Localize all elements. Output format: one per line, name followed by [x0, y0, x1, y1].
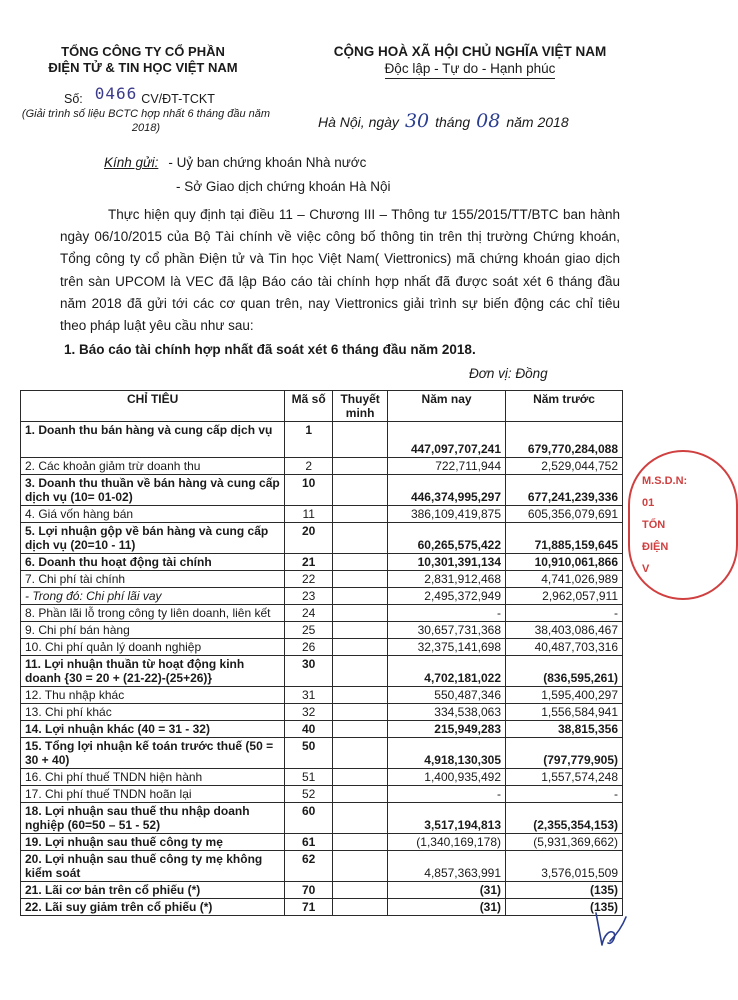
- row-label: 14. Lợi nhuận khác (40 = 31 - 32): [21, 721, 285, 738]
- org-name-line2: ĐIỆN TỬ & TIN HỌC VIỆT NAM: [48, 60, 238, 75]
- row-note: [333, 422, 388, 458]
- organization-header: [18, 44, 268, 76]
- row-current-value: 32,375,141,698: [388, 639, 506, 656]
- table-row: [21, 639, 623, 656]
- row-previous-value: (135): [506, 899, 623, 916]
- header-note: Thuyết minh: [333, 391, 388, 422]
- row-current-value: 386,109,419,875: [388, 506, 506, 523]
- row-current-value: 334,538,063: [388, 704, 506, 721]
- row-code: 2: [285, 458, 333, 475]
- table-row: [21, 704, 623, 721]
- recipient-item: - Uỷ ban chứng khoán Nhà nước: [168, 155, 367, 170]
- header-previous-year: Năm trước: [506, 391, 623, 422]
- doc-number-stamped: 0466: [94, 84, 138, 103]
- motto-underline: [385, 78, 555, 79]
- table-row: [21, 422, 623, 458]
- table-row: [21, 656, 623, 687]
- row-label: 22. Lãi suy giảm trên cổ phiếu (*): [21, 899, 285, 916]
- seal-text-line: V: [642, 563, 650, 575]
- row-note: [333, 588, 388, 605]
- row-previous-value: (2,355,354,153): [506, 803, 623, 834]
- row-note: [333, 605, 388, 622]
- row-label: 7. Chi phí tài chính: [21, 571, 285, 588]
- row-label: 11. Lợi nhuận thuần từ hoạt động kinh doanh {30 = 20 + (21-22)-(25+26)}: [21, 656, 285, 687]
- row-note: [333, 882, 388, 899]
- row-note: [333, 851, 388, 882]
- row-code: 30: [285, 656, 333, 687]
- header-code: Mã số: [285, 391, 333, 422]
- row-code: 26: [285, 639, 333, 656]
- row-note: [333, 656, 388, 687]
- row-label: 18. Lợi nhuận sau thuế thu nhập doanh nghiệp (60=50 – 51 - 52): [21, 803, 285, 834]
- row-note: [333, 639, 388, 656]
- table-row: [21, 588, 623, 605]
- row-current-value: 722,711,944: [388, 458, 506, 475]
- table-row: [21, 523, 623, 554]
- row-previous-value: -: [506, 605, 623, 622]
- row-note: [333, 769, 388, 786]
- row-current-value: 2,495,372,949: [388, 588, 506, 605]
- row-code: 1: [285, 422, 333, 458]
- row-current-value: (31): [388, 882, 506, 899]
- row-code: 61: [285, 834, 333, 851]
- row-current-value: (1,340,169,178): [388, 834, 506, 851]
- row-current-value: 446,374,995,297: [388, 475, 506, 506]
- row-code: 51: [285, 769, 333, 786]
- row-note: [333, 687, 388, 704]
- row-note: [333, 738, 388, 769]
- company-seal-text: [642, 470, 687, 580]
- row-label: 10. Chi phí quản lý doanh nghiệp: [21, 639, 285, 656]
- row-note: [333, 834, 388, 851]
- row-current-value: 30,657,731,368: [388, 622, 506, 639]
- signature-mark: [590, 905, 630, 955]
- row-current-value: 4,918,130,305: [388, 738, 506, 769]
- row-label: 4. Giá vốn hàng bán: [21, 506, 285, 523]
- row-current-value: -: [388, 786, 506, 803]
- row-label: 21. Lãi cơ bản trên cổ phiếu (*): [21, 882, 285, 899]
- doc-number-prefix: Số:: [64, 92, 83, 106]
- row-code: 32: [285, 704, 333, 721]
- row-current-value: 3,517,194,813: [388, 803, 506, 834]
- row-code: 71: [285, 899, 333, 916]
- currency-unit: Đơn vị: Đồng: [469, 366, 548, 381]
- document-number: [64, 84, 215, 107]
- row-code: 11: [285, 506, 333, 523]
- row-label: 12. Thu nhập khác: [21, 687, 285, 704]
- table-row: [21, 882, 623, 899]
- row-note: [333, 458, 388, 475]
- row-previous-value: 677,241,239,336: [506, 475, 623, 506]
- table-row: [21, 554, 623, 571]
- row-code: 50: [285, 738, 333, 769]
- row-note: [333, 786, 388, 803]
- row-label: 5. Lợi nhuận gộp về bán hàng và cung cấp dịch vụ (20=10 - 11): [21, 523, 285, 554]
- nation-title: CỘNG HOÀ XÃ HỘI CHỦ NGHĨA VIỆT NAM: [333, 44, 607, 59]
- row-label: 2. Các khoản giảm trừ doanh thu: [21, 458, 285, 475]
- header-indicator: CHỈ TIÊU: [21, 391, 285, 422]
- national-header: [290, 44, 650, 79]
- intro-text: Thực hiện quy định tại điều 11 – Chương III – Thông tư 155/2015/TT/BTC ban hành ngày 06/10/2015 của Bộ Tài chính về việc công bố thông tin trên thị trường Chứng khoán, Tổng công ty cổ phần Điện tử và Tin học Việt Nam( Viettronics) mã chứng khoán giao dịch trên sàn UPCOM là VEC đã lập Báo cáo tài chính hợp nhất đã được soát xét 6 tháng đầu năm 2018 đã gửi tới các cơ quan trên, nay Viettronics giải trình sự biến động các chỉ tiêu theo pháp luật yêu cầu như sau:: [60, 207, 620, 334]
- row-label: 19. Lợi nhuận sau thuế công ty mẹ: [21, 834, 285, 851]
- row-previous-value: 1,556,584,941: [506, 704, 623, 721]
- row-previous-value: (135): [506, 882, 623, 899]
- row-previous-value: 1,557,574,248: [506, 769, 623, 786]
- date-place: Hà Nội, ngày: [318, 114, 399, 130]
- row-code: 24: [285, 605, 333, 622]
- row-previous-value: (5,931,369,662): [506, 834, 623, 851]
- financial-table: [20, 390, 623, 916]
- row-label: 8. Phần lãi lỗ trong công ty liên doanh, liên kết: [21, 605, 285, 622]
- row-label: 1. Doanh thu bán hàng và cung cấp dịch vụ: [21, 422, 285, 458]
- row-current-value: 447,097,707,241: [388, 422, 506, 458]
- row-previous-value: 38,815,356: [506, 721, 623, 738]
- table-row: [21, 834, 623, 851]
- row-current-value: -: [388, 605, 506, 622]
- row-previous-value: 679,770,284,088: [506, 422, 623, 458]
- row-label: 3. Doanh thu thuần về bán hàng và cung cấp dịch vụ (10= 01-02): [21, 475, 285, 506]
- row-current-value: 2,831,912,468: [388, 571, 506, 588]
- document-subject: (Giải trình số liệu BCTC hợp nhất 6 tháng đầu năm 2018): [21, 108, 271, 134]
- row-note: [333, 523, 388, 554]
- row-code: 52: [285, 786, 333, 803]
- row-previous-value: 3,576,015,509: [506, 851, 623, 882]
- date-day: 30: [404, 110, 430, 132]
- recipients-block: [104, 151, 391, 199]
- date-month-label: tháng: [435, 114, 471, 130]
- row-previous-value: 2,529,044,752: [506, 458, 623, 475]
- seal-text-line: TỔN: [642, 519, 666, 531]
- row-current-value: 550,487,346: [388, 687, 506, 704]
- recipients-label: Kính gửi:: [104, 155, 159, 170]
- row-note: [333, 506, 388, 523]
- table-row: [21, 458, 623, 475]
- seal-text-line: M.S.D.N: 01: [642, 475, 688, 509]
- row-previous-value: 38,403,086,467: [506, 622, 623, 639]
- table-row: [21, 803, 623, 834]
- row-code: 60: [285, 803, 333, 834]
- row-previous-value: 71,885,159,645: [506, 523, 623, 554]
- row-previous-value: 2,962,057,911: [506, 588, 623, 605]
- row-previous-value: 4,741,026,989: [506, 571, 623, 588]
- table-header-row: [21, 391, 623, 422]
- row-note: [333, 475, 388, 506]
- org-name-line1: TỔNG CÔNG TY CỔ PHẦN: [61, 44, 225, 59]
- row-current-value: 60,265,575,422: [388, 523, 506, 554]
- row-label: 20. Lợi nhuận sau thuế công ty mẹ không kiểm soát: [21, 851, 285, 882]
- table-row: [21, 622, 623, 639]
- table-row: [21, 605, 623, 622]
- table-row: [21, 851, 623, 882]
- row-current-value: 10,301,391,134: [388, 554, 506, 571]
- date-line: [318, 110, 569, 132]
- row-code: 21: [285, 554, 333, 571]
- national-motto: Độc lập - Tự do - Hạnh phúc: [384, 61, 556, 76]
- row-label: 13. Chi phí khác: [21, 704, 285, 721]
- row-previous-value: 40,487,703,316: [506, 639, 623, 656]
- date-month: 08: [476, 110, 501, 132]
- recipient-item: - Sở Giao dịch chứng khoán Hà Nội: [176, 179, 391, 194]
- row-previous-value: (836,595,261): [506, 656, 623, 687]
- table-row: [21, 475, 623, 506]
- row-previous-value: 605,356,079,691: [506, 506, 623, 523]
- row-label: 16. Chi phí thuế TNDN hiện hành: [21, 769, 285, 786]
- row-code: 62: [285, 851, 333, 882]
- row-note: [333, 721, 388, 738]
- row-note: [333, 803, 388, 834]
- intro-paragraph: [60, 204, 620, 337]
- header-current-year: Năm nay: [388, 391, 506, 422]
- row-current-value: 1,400,935,492: [388, 769, 506, 786]
- row-label: 17. Chi phí thuế TNDN hoãn lại: [21, 786, 285, 803]
- row-code: 10: [285, 475, 333, 506]
- row-note: [333, 554, 388, 571]
- row-note: [333, 622, 388, 639]
- table-row: [21, 738, 623, 769]
- row-code: 20: [285, 523, 333, 554]
- row-current-value: 215,949,283: [388, 721, 506, 738]
- table-row: [21, 769, 623, 786]
- row-label: - Trong đó: Chi phí lãi vay: [21, 588, 285, 605]
- table-row: [21, 786, 623, 803]
- row-label: 9. Chi phí bán hàng: [21, 622, 285, 639]
- row-current-value: (31): [388, 899, 506, 916]
- row-note: [333, 899, 388, 916]
- table-row: [21, 506, 623, 523]
- row-current-value: 4,857,363,991: [388, 851, 506, 882]
- section-title: 1. Báo cáo tài chính hợp nhất đã soát xét 6 tháng đầu năm 2018.: [64, 342, 476, 357]
- row-code: 31: [285, 687, 333, 704]
- row-label: 6. Doanh thu hoạt động tài chính: [21, 554, 285, 571]
- table-row: [21, 687, 623, 704]
- row-current-value: 4,702,181,022: [388, 656, 506, 687]
- row-previous-value: -: [506, 786, 623, 803]
- row-note: [333, 571, 388, 588]
- date-year: năm 2018: [506, 114, 569, 130]
- row-previous-value: 10,910,061,866: [506, 554, 623, 571]
- row-note: [333, 704, 388, 721]
- row-code: 22: [285, 571, 333, 588]
- table-row: [21, 899, 623, 916]
- table-row: [21, 571, 623, 588]
- seal-text-line: ĐIỆN: [642, 541, 669, 553]
- row-label: 15. Tổng lợi nhuận kế toán trước thuế (50 = 30 + 40): [21, 738, 285, 769]
- doc-number-suffix: CV/ĐT-TCKT: [141, 92, 215, 106]
- row-code: 25: [285, 622, 333, 639]
- row-previous-value: 1,595,400,297: [506, 687, 623, 704]
- row-code: 23: [285, 588, 333, 605]
- row-code: 40: [285, 721, 333, 738]
- table-row: [21, 721, 623, 738]
- row-previous-value: (797,779,905): [506, 738, 623, 769]
- row-code: 70: [285, 882, 333, 899]
